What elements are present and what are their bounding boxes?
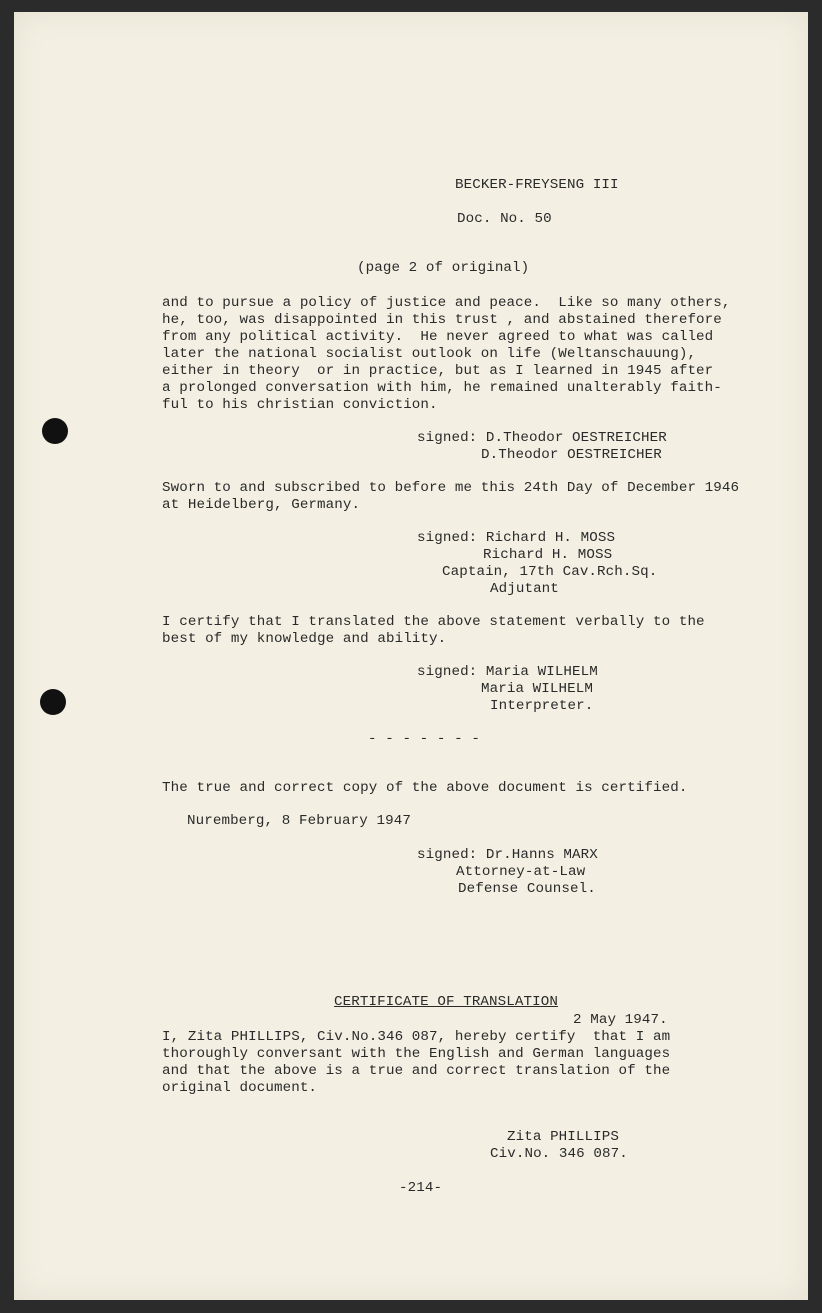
signature-wilhelm-name: Maria WILHELM	[481, 681, 593, 697]
true-copy-statement: The true and correct copy of the above document is certified.	[162, 780, 688, 796]
signature-moss-role: Adjutant	[490, 581, 559, 597]
certificate-text-line: I, Zita PHILLIPS, Civ.No.346 087, hereby certify that I am	[162, 1029, 671, 1045]
body-line: ful to his christian conviction.	[162, 397, 438, 413]
certificate-civ-no: Civ.No. 346 087.	[490, 1146, 628, 1162]
signature-moss-name: Richard H. MOSS	[483, 547, 613, 563]
certify-line: best of my knowledge and ability.	[162, 631, 447, 647]
signature-marx-role: Attorney-at-Law	[456, 864, 586, 880]
case-title: BECKER-FREYSENG III	[455, 177, 619, 193]
signature-marx-signed: signed: Dr.Hanns MARX	[417, 847, 598, 863]
body-line: later the national socialist outlook on life (Weltanschauung),	[162, 346, 697, 362]
signature-moss-rank: Captain, 17th Cav.Rch.Sq.	[442, 564, 658, 580]
body-line: either in theory or in practice, but as I learned in 1945 after	[162, 363, 714, 379]
sworn-line: at Heidelberg, Germany.	[162, 497, 361, 513]
body-line: he, too, was disappointed in this trust , and abstained therefore	[162, 312, 722, 328]
signature-wilhelm-signed: signed: Maria WILHELM	[417, 664, 598, 680]
certificate-title: CERTIFICATE OF TRANSLATION	[334, 994, 558, 1010]
page-note: (page 2 of original)	[357, 260, 530, 276]
certificate-date: 2 May 1947.	[573, 1012, 668, 1028]
doc-number: Doc. No. 50	[457, 211, 552, 227]
signature-oestreicher-name: D.Theodor OESTREICHER	[481, 447, 662, 463]
signature-oestreicher-signed: signed: D.Theodor OESTREICHER	[417, 430, 667, 446]
sworn-line: Sworn to and subscribed to before me this 24th Day of December 1946	[162, 480, 740, 496]
signature-marx-role2: Defense Counsel.	[458, 881, 596, 897]
punch-hole-top	[42, 418, 68, 444]
signature-wilhelm-role: Interpreter.	[490, 698, 594, 714]
certificate-text-line: thoroughly conversant with the English and German languages	[162, 1046, 671, 1062]
body-line: from any political activity. He never agreed to what was called	[162, 329, 714, 345]
document-page	[14, 12, 808, 1300]
punch-hole-bottom	[40, 689, 66, 715]
separator: - - - - - - -	[368, 731, 480, 747]
certificate-text-line: and that the above is a true and correct translation of the	[162, 1063, 671, 1079]
place-date: Nuremberg, 8 February 1947	[187, 813, 411, 829]
body-line: a prolonged conversation with him, he remained unalterably faith-	[162, 380, 722, 396]
body-line: and to pursue a policy of justice and peace. Like so many others,	[162, 295, 731, 311]
certificate-name: Zita PHILLIPS	[507, 1129, 619, 1145]
signature-moss-signed: signed: Richard H. MOSS	[417, 530, 616, 546]
certificate-text-line: original document.	[162, 1080, 318, 1096]
certify-line: I certify that I translated the above statement verbally to the	[162, 614, 705, 630]
page-number: -214-	[399, 1180, 443, 1196]
